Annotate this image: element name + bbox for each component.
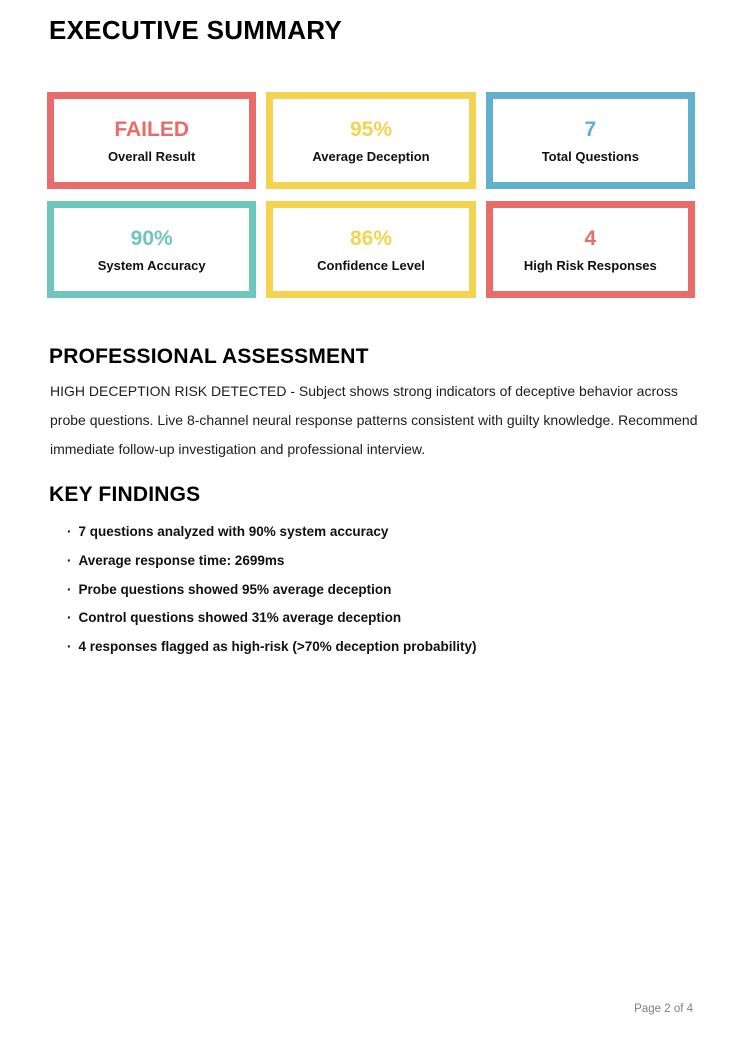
key-finding-item <box>67 576 476 605</box>
stat-card-label: High Risk Responses <box>523 257 657 273</box>
key-finding-item <box>67 518 476 547</box>
key-finding-text: Control questions showed 31% average deception <box>78 610 402 626</box>
bullet-icon: · <box>67 552 72 568</box>
stat-card <box>266 201 475 298</box>
key-findings-heading: KEY FINDINGS <box>49 483 201 506</box>
stat-card-value: 95% <box>349 117 392 141</box>
stat-card <box>486 201 695 298</box>
stat-card-label: Overall Result <box>107 148 196 164</box>
stat-card <box>486 92 695 189</box>
key-finding-item <box>67 633 476 662</box>
stat-card-label: Confidence Level <box>317 257 425 273</box>
stat-card-value: 7 <box>584 117 597 141</box>
stat-card-value: FAILED <box>114 117 189 141</box>
bullet-icon: · <box>67 610 72 626</box>
stat-card-label: System Accuracy <box>97 257 206 273</box>
key-finding-item <box>67 547 476 576</box>
page-title: EXECUTIVE SUMMARY <box>49 15 343 45</box>
stat-card-value: 90% <box>130 226 173 250</box>
key-finding-text: Average response time: 2699ms <box>78 552 285 568</box>
stat-card-value: 4 <box>584 226 597 250</box>
professional-assessment-body: HIGH DECEPTION RISK DETECTED - Subject shows strong indicators of deceptive behavior across probe questions. Live 8-channel neural response patterns consistent with guilty knowledge. Recommend immediate follow-up investigation and professional interview. <box>50 383 698 457</box>
page-number: Page 2 of 4 <box>634 1003 693 1015</box>
key-findings-list <box>67 518 476 662</box>
stat-card-value: 86% <box>349 226 392 250</box>
stat-card-label: Total Questions <box>541 148 639 164</box>
stat-card <box>47 92 256 189</box>
key-finding-text: 7 questions analyzed with 90% system accuracy <box>78 524 389 539</box>
bullet-icon: · <box>67 639 72 655</box>
key-finding-item <box>67 604 476 633</box>
professional-assessment-heading: PROFESSIONAL ASSESSMENT <box>49 345 369 368</box>
bullet-icon: · <box>67 581 72 597</box>
stat-card-label: Average Deception <box>312 148 430 164</box>
key-finding-text: 4 responses flagged as high-risk (>70% deception probability) <box>78 639 477 655</box>
bullet-icon: · <box>67 524 72 539</box>
stat-card <box>266 92 475 189</box>
stat-cards-grid <box>47 92 695 298</box>
key-finding-text: Probe questions showed 95% average deception <box>78 581 392 597</box>
stat-card <box>47 201 256 298</box>
